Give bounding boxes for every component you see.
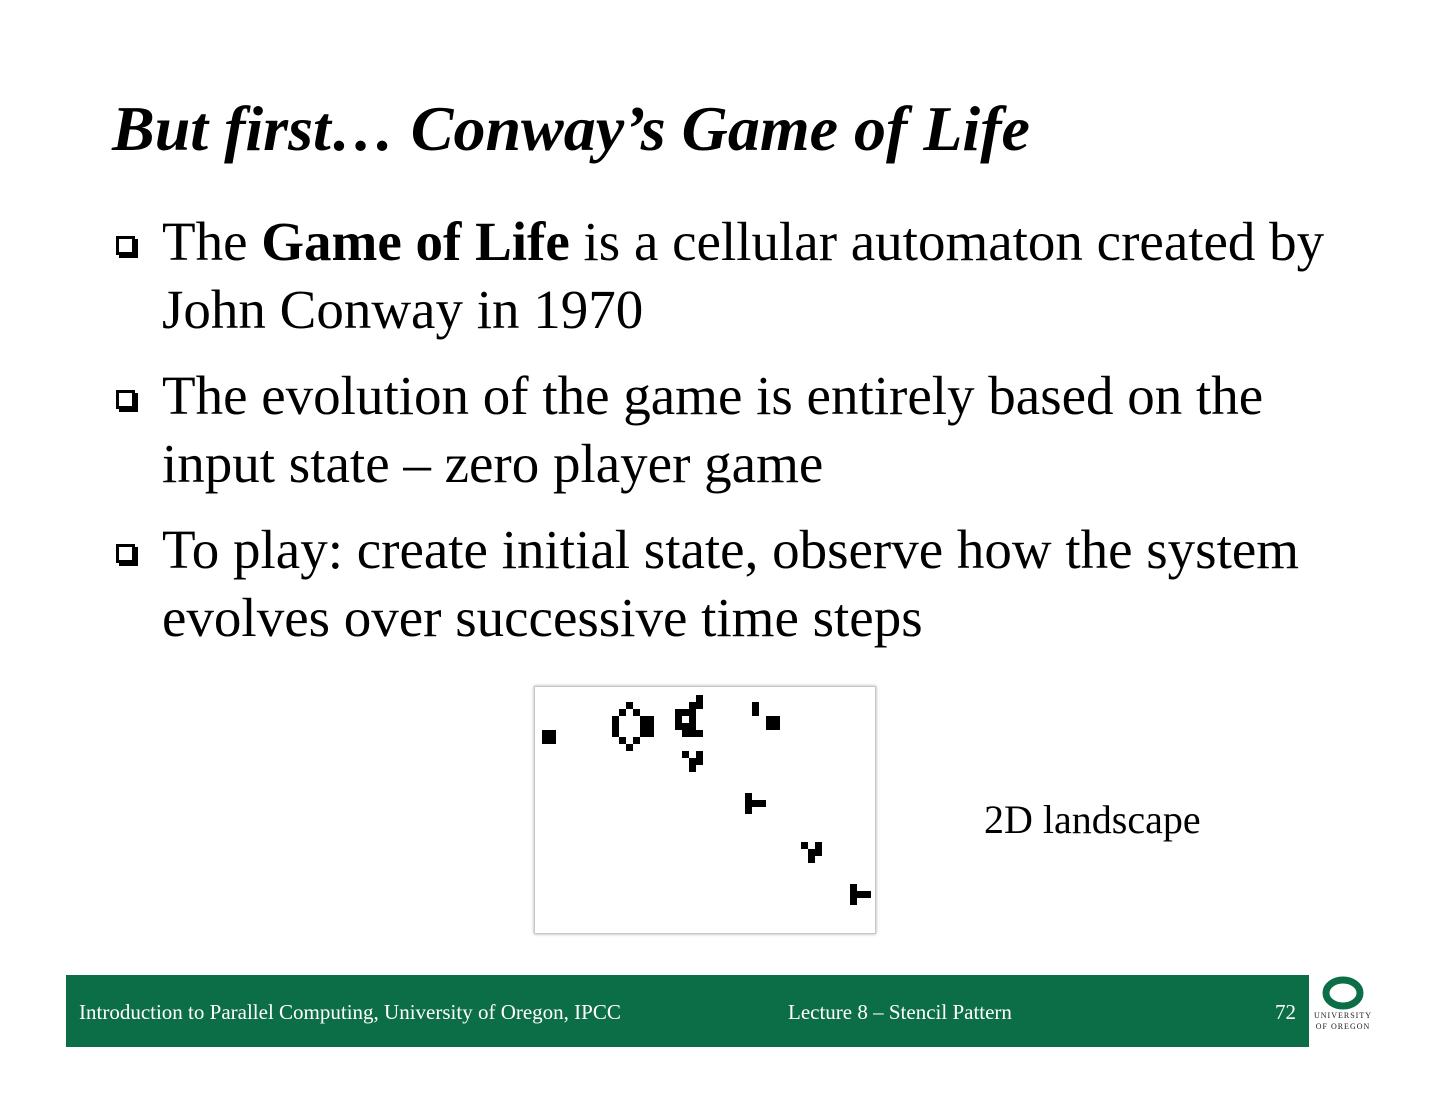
live-cell <box>689 723 696 730</box>
slide-title: But first… Conway’s Game of Life <box>112 93 1030 164</box>
live-cell <box>612 730 619 737</box>
live-cell <box>549 730 556 737</box>
live-cell <box>696 751 703 758</box>
live-cell <box>619 737 626 744</box>
live-cell <box>675 716 682 723</box>
live-cell <box>752 709 759 716</box>
live-cell <box>689 765 696 772</box>
checkbox-bullet-icon <box>116 236 135 255</box>
live-cell <box>745 807 752 814</box>
university-of-oregon-logo <box>1311 976 1375 1048</box>
bullet-text-part: is a cellular automaton created by John Conway in 1970 <box>162 211 1325 340</box>
live-cell <box>689 758 696 765</box>
live-cell <box>773 716 780 723</box>
live-cell <box>647 723 654 730</box>
live-cell <box>619 709 626 716</box>
bullet-list <box>112 208 1372 670</box>
live-cell <box>682 723 689 730</box>
game-of-life-grid <box>534 686 876 934</box>
live-cell <box>745 800 752 807</box>
live-cell <box>696 695 703 702</box>
checkbox-bullet-icon <box>116 544 135 563</box>
live-cell <box>745 793 752 800</box>
live-cell <box>766 723 773 730</box>
live-cell <box>815 849 822 856</box>
live-cell <box>682 751 689 758</box>
figure-caption: 2D landscape <box>984 797 1201 842</box>
bullet-item <box>112 208 1372 344</box>
live-cell <box>689 702 696 709</box>
live-cell <box>850 891 857 898</box>
live-cell <box>640 730 647 737</box>
bullet-text-bold: Game of Life <box>261 211 570 272</box>
live-cell <box>752 800 759 807</box>
bullet-text-part: The evolution of the game is entirely based on the input state – zero player game <box>162 365 1264 494</box>
live-cell <box>850 898 857 905</box>
bullet-text-part: The <box>162 211 262 272</box>
live-cell <box>696 730 703 737</box>
live-cell <box>633 709 640 716</box>
live-cell <box>626 702 633 709</box>
live-cell <box>850 884 857 891</box>
live-cell <box>675 723 682 730</box>
live-cell <box>759 800 766 807</box>
checkbox-bullet-icon <box>116 390 135 409</box>
live-cell <box>542 737 549 744</box>
bullet-item <box>112 516 1372 652</box>
live-cell <box>808 849 815 856</box>
live-cell <box>675 709 682 716</box>
logo-line-of-oregon: OF OREGON <box>1315 1022 1371 1031</box>
live-cell <box>689 730 696 737</box>
live-cell <box>647 716 654 723</box>
live-cell <box>626 744 633 751</box>
live-cell <box>542 730 549 737</box>
live-cell <box>689 716 696 723</box>
live-cell <box>766 716 773 723</box>
live-cell <box>815 842 822 849</box>
live-cell <box>647 730 654 737</box>
footer-course-title: Introduction to Parallel Computing, University of Oregon, IPCC <box>79 1000 621 1024</box>
live-cell <box>640 716 647 723</box>
live-cell <box>549 737 556 744</box>
live-cell <box>682 709 689 716</box>
live-cell <box>633 737 640 744</box>
bullet-text-part: To play: create initial state, observe how the system evolves over successive time steps <box>162 519 1300 648</box>
live-cell <box>612 723 619 730</box>
live-cell <box>864 891 871 898</box>
live-cell <box>682 730 689 737</box>
live-cell <box>689 709 696 716</box>
live-cell <box>808 856 815 863</box>
live-cell <box>801 842 808 849</box>
oregon-o-icon <box>1321 976 1365 1010</box>
live-cell <box>696 758 703 765</box>
live-cell <box>696 702 703 709</box>
live-cell <box>857 891 864 898</box>
bullet-item <box>112 362 1372 498</box>
footer-page-number: 72 <box>1275 1000 1296 1024</box>
footer-bar <box>66 975 1309 1047</box>
logo-line-university: UNIVERSITY <box>1314 1011 1372 1020</box>
footer-lecture-title: Lecture 8 – Stencil Pattern <box>788 1000 1012 1024</box>
life-grid-canvas <box>535 687 875 933</box>
live-cell <box>752 702 759 709</box>
live-cell <box>640 723 647 730</box>
live-cell <box>612 716 619 723</box>
live-cell <box>773 723 780 730</box>
